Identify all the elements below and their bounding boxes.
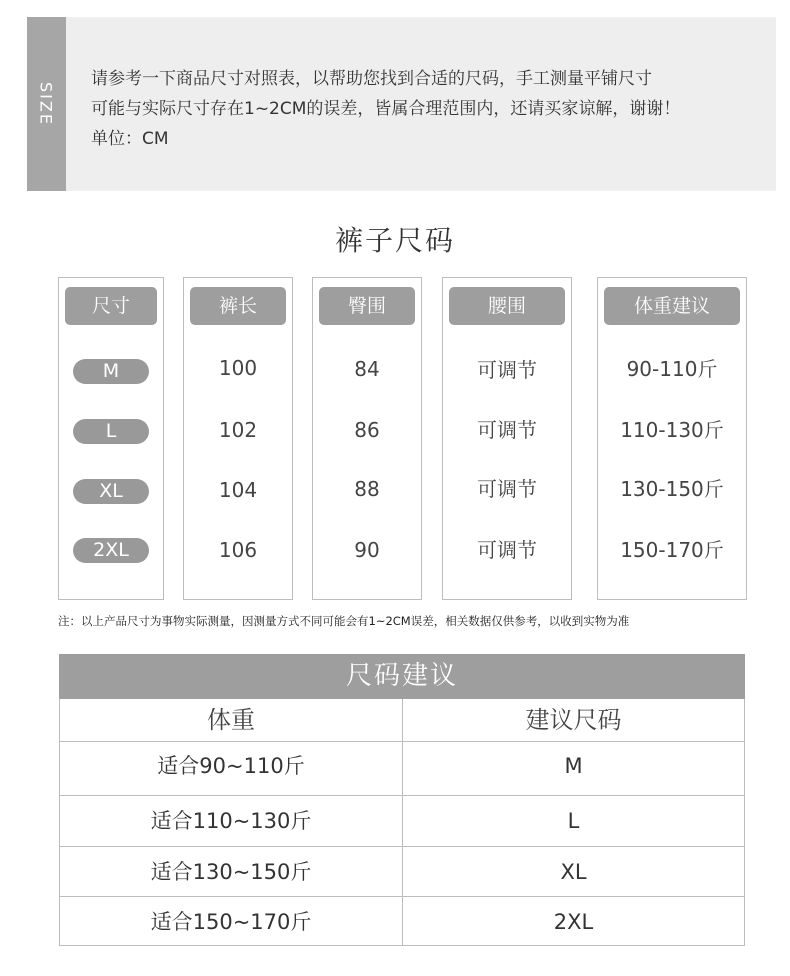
weight-cell: 110-130斤 [620, 418, 724, 442]
hip-cell: 90 [354, 538, 380, 562]
hip-cell: 84 [354, 357, 380, 381]
size-tab [27, 17, 66, 191]
waist-cell: 可调节 [477, 418, 537, 442]
size-pill: XL [73, 479, 149, 504]
column-header-weight: 体重建议 [604, 287, 740, 325]
header-recommended-size: 建议尺码 [525, 706, 622, 734]
weight-cell: 130-150斤 [620, 477, 724, 501]
column-divider [402, 699, 403, 945]
weight-cell: 150-170斤 [620, 538, 724, 562]
weight-cell: 90-110斤 [626, 357, 718, 381]
hip-column [312, 277, 422, 600]
size-pill: L [73, 419, 149, 444]
size-pill: M [73, 359, 149, 384]
length-column [183, 277, 293, 600]
length-cell: 104 [218, 478, 258, 502]
recommendation-table [59, 654, 745, 946]
recommended-size: XL [560, 860, 587, 884]
size-pill: 2XL [73, 538, 149, 563]
header-weight: 体重 [207, 706, 255, 734]
size-tab-label: SIZE [36, 82, 56, 126]
waist-cell: 可调节 [477, 358, 537, 382]
waist-cell: 可调节 [477, 538, 537, 562]
weight-range: 适合110~130斤 [150, 809, 312, 833]
column-header-hip: 臀围 [319, 287, 415, 325]
column-header-waist: 腰围 [449, 287, 565, 325]
intro-panel [27, 17, 776, 191]
length-cell: 106 [218, 538, 258, 562]
measurement-note: 注：以上产品尺寸为事物实际测量，因测量方式不同可能会有1~2CM误差，相关数据仅供参考，以收到实物为准 [58, 614, 630, 628]
recommended-size: 2XL [553, 910, 594, 934]
intro-unit: 单位：CM [91, 129, 169, 149]
hip-cell: 86 [354, 418, 380, 442]
waist-cell: 可调节 [477, 477, 537, 501]
column-header-size: 尺寸 [65, 287, 157, 325]
size-column [58, 277, 164, 600]
hip-cell: 88 [354, 477, 380, 501]
column-header-length: 裤长 [190, 287, 286, 325]
intro-line: 请参考一下商品尺寸对照表，以帮助您找到合适的尺码，手工测量平铺尺寸 [91, 69, 652, 89]
weight-range: 适合90~110斤 [157, 754, 305, 778]
weight-range: 适合130~150斤 [150, 860, 312, 884]
length-cell: 100 [218, 356, 258, 380]
length-cell: 102 [218, 418, 258, 442]
size-table-title: 裤子尺码 [334, 224, 455, 257]
weight-column [597, 277, 747, 600]
waist-column [442, 277, 572, 600]
recommendation-title: 尺码建议 [59, 654, 745, 699]
intro-line: 可能与实际尺寸存在1~2CM的误差，皆属合理范围内，还请买家谅解，谢谢！ [91, 99, 681, 119]
intro-text [91, 64, 680, 154]
recommended-size: M [564, 754, 583, 778]
weight-range: 适合150~170斤 [150, 910, 312, 934]
recommended-size: L [567, 809, 580, 833]
